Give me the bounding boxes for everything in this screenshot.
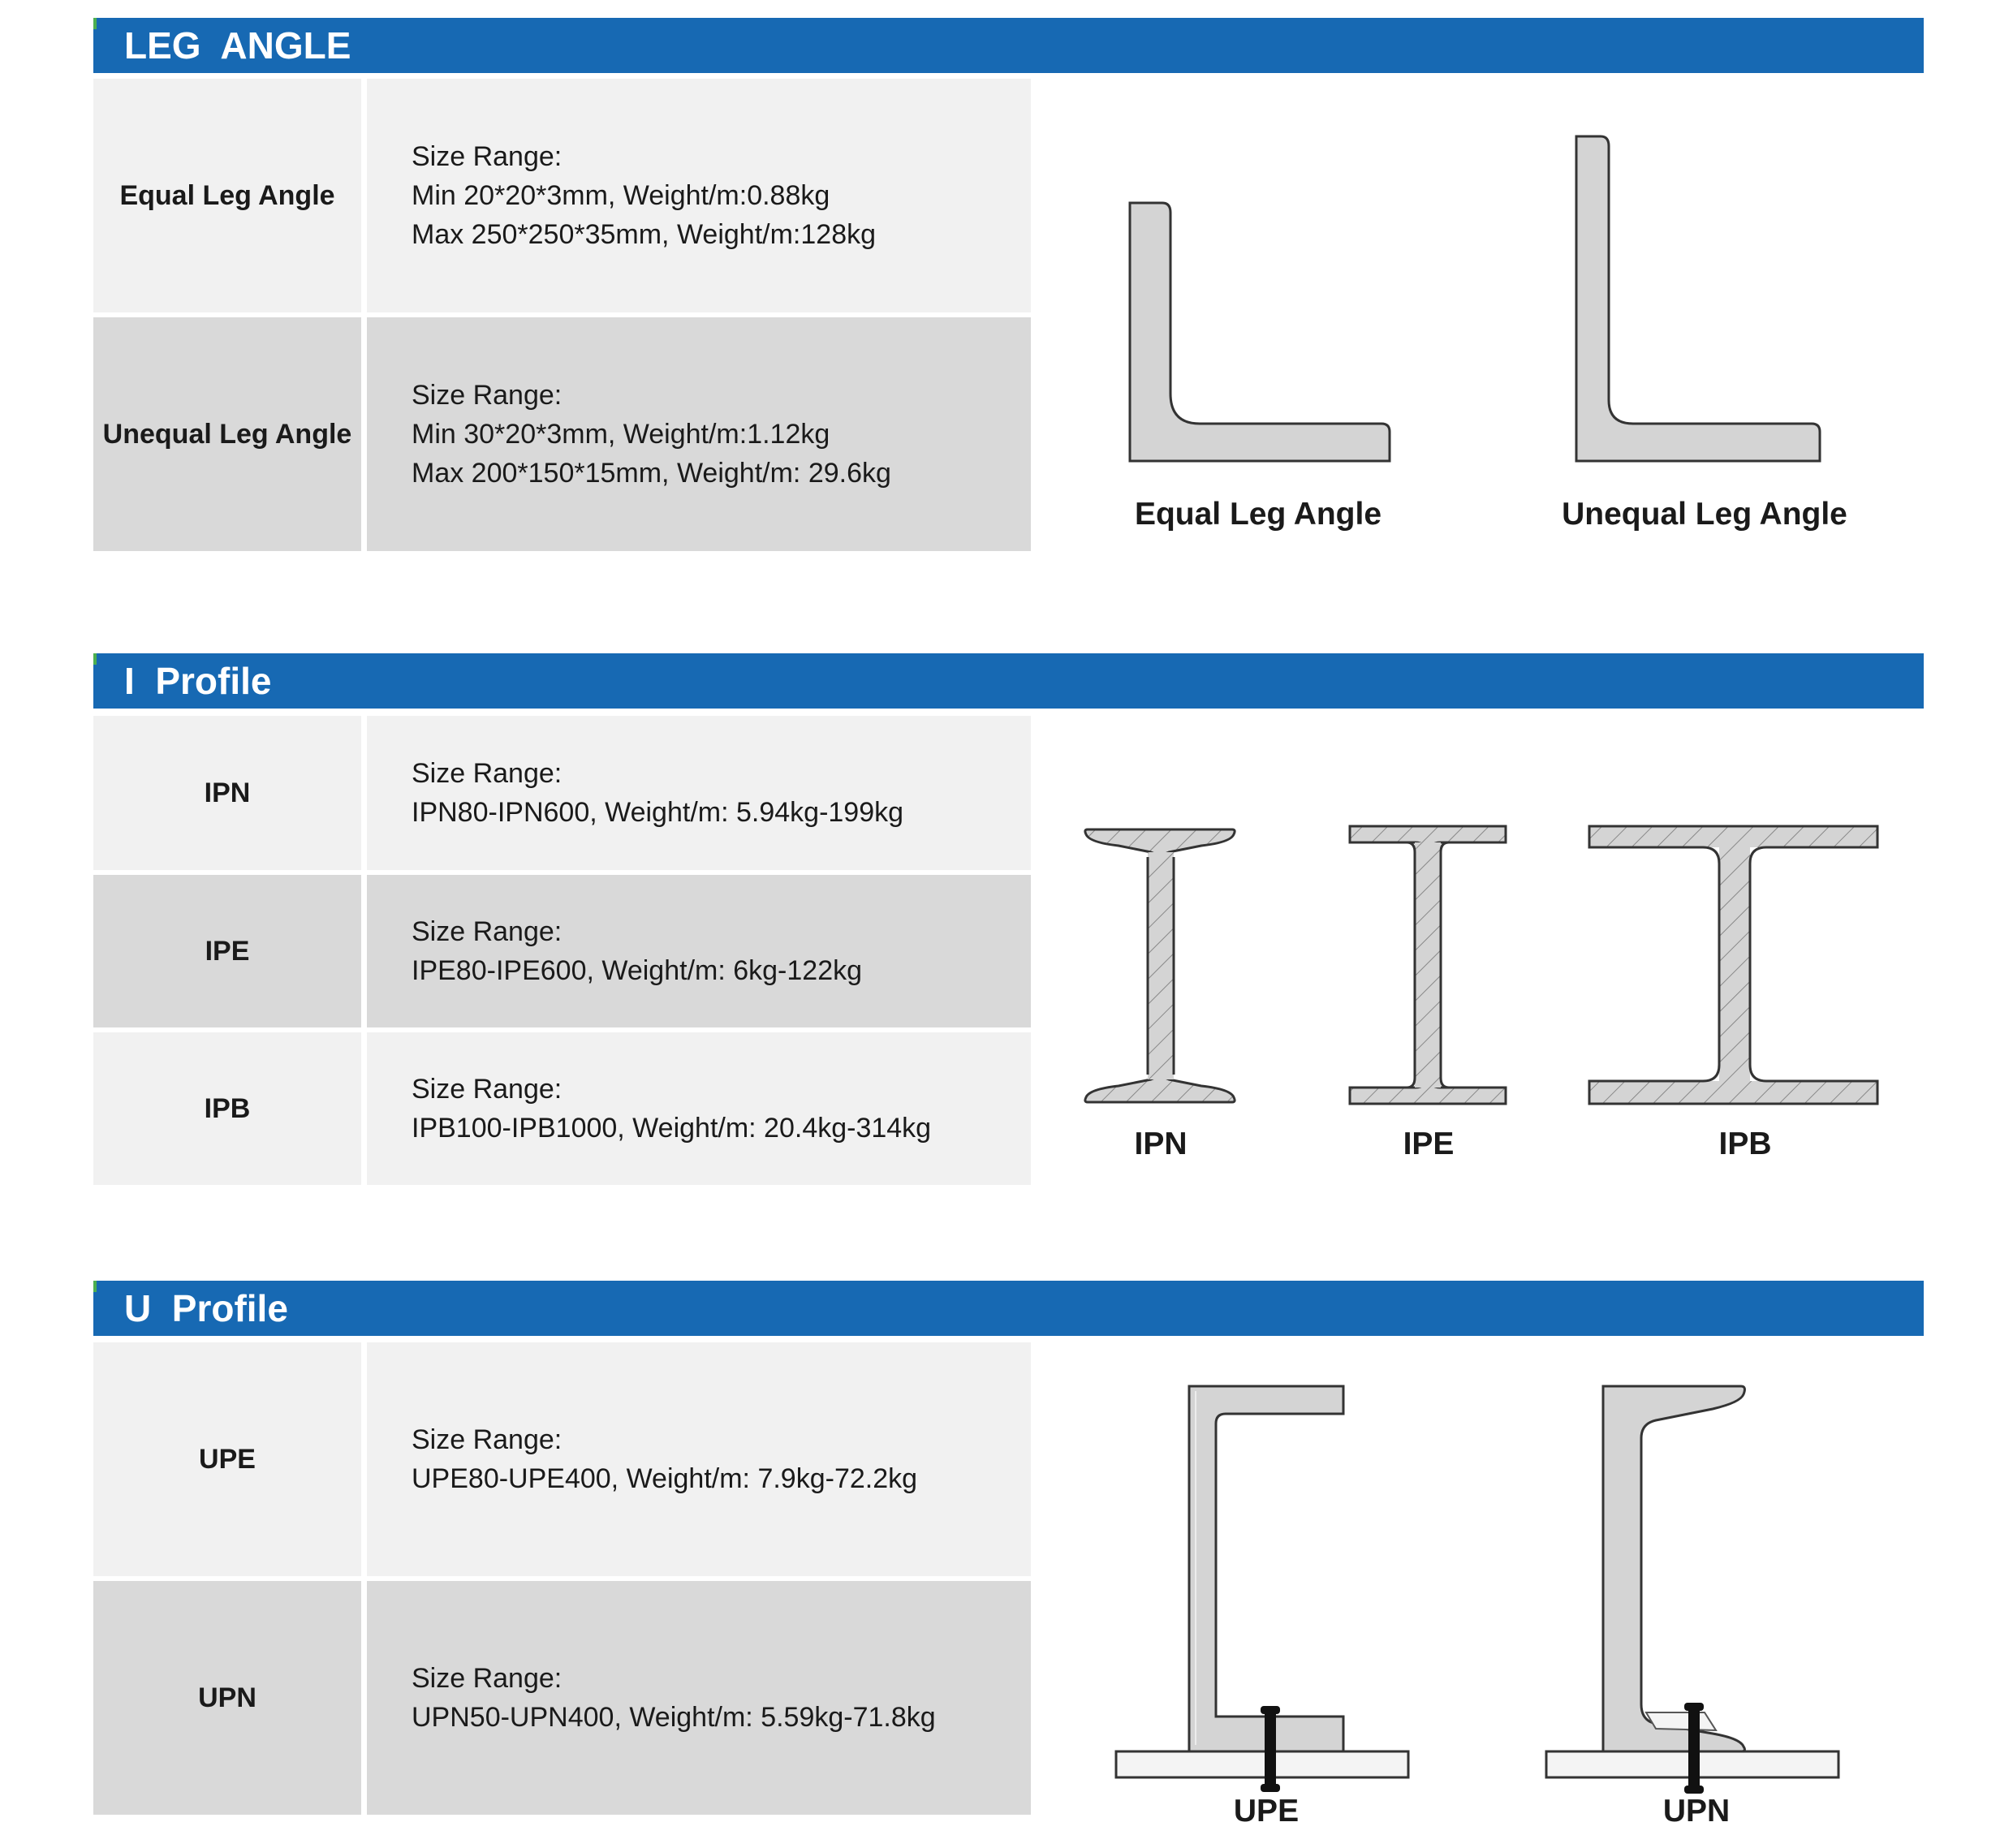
row-label: IPN [93,716,361,870]
spec-line: IPN80-IPN600, Weight/m: 5.94kg-199kg [412,797,904,828]
spec-line: Size Range: [412,1663,563,1694]
section-title-leg-angle: LEG ANGLE [93,18,1924,73]
spec-line: Max 200*150*15mm, Weight/m: 29.6kg [412,458,891,489]
ipe-profile-diagram [1343,820,1514,1112]
spec-line: Max 250*250*35mm, Weight/m:128kg [412,219,877,250]
spec-line: Min 30*20*3mm, Weight/m:1.12kg [412,419,830,450]
spec-line: Size Range: [412,916,563,947]
table-row [93,716,1031,870]
figure-label: IPN [1134,1126,1188,1161]
figure-label: Unequal Leg Angle [1562,497,1847,532]
table-row [93,1032,1031,1185]
row-label: UPE [93,1342,361,1576]
spec-line: Size Range: [412,380,563,411]
row-spec [367,1581,1031,1815]
spec-line: Min 20*20*3mm, Weight/m:0.88kg [412,180,830,211]
figure-label: UPE [1233,1794,1300,1829]
row-label: Equal Leg Angle [93,79,361,312]
spec-line: IPE80-IPE600, Weight/m: 6kg-122kg [412,955,863,986]
equal-leg-angle-diagram [1120,195,1412,471]
spec-line: Size Range: [412,141,563,172]
row-spec [367,1342,1031,1576]
spec-line: UPE80-UPE400, Weight/m: 7.9kg-72.2kg [412,1463,918,1494]
ipn-profile-diagram [1080,820,1242,1112]
row-spec [367,79,1031,312]
upe-profile-diagram [1112,1380,1420,1802]
figure-label: Equal Leg Angle [1134,497,1382,532]
figure-label: IPE [1403,1126,1455,1161]
table-row [93,1581,1031,1815]
row-label: IPB [93,1032,361,1185]
figure-label: IPB [1718,1126,1772,1161]
row-label: Unequal Leg Angle [93,317,361,551]
table-row [93,79,1031,312]
figure-label: UPN [1662,1794,1731,1829]
row-label: UPN [93,1581,361,1815]
row-spec [367,1032,1031,1185]
spec-line: UPN50-UPN400, Weight/m: 5.59kg-71.8kg [412,1702,936,1733]
row-label: IPE [93,875,361,1027]
spec-line: IPB100-IPB1000, Weight/m: 20.4kg-314kg [412,1113,932,1144]
upn-profile-diagram [1542,1380,1851,1802]
row-spec [367,716,1031,870]
spec-line: Size Range: [412,758,563,789]
table-row [93,875,1031,1027]
section-title-u-profile: U Profile [93,1281,1924,1336]
unequal-leg-angle-diagram [1567,128,1843,469]
table-row [93,1342,1031,1576]
spec-line: Size Range: [412,1424,563,1455]
spec-line: Size Range: [412,1074,563,1105]
table-row [93,317,1031,551]
row-spec [367,317,1031,551]
row-spec [367,875,1031,1027]
ipb-profile-diagram [1583,820,1883,1112]
section-title-i-profile: I Profile [93,653,1924,709]
